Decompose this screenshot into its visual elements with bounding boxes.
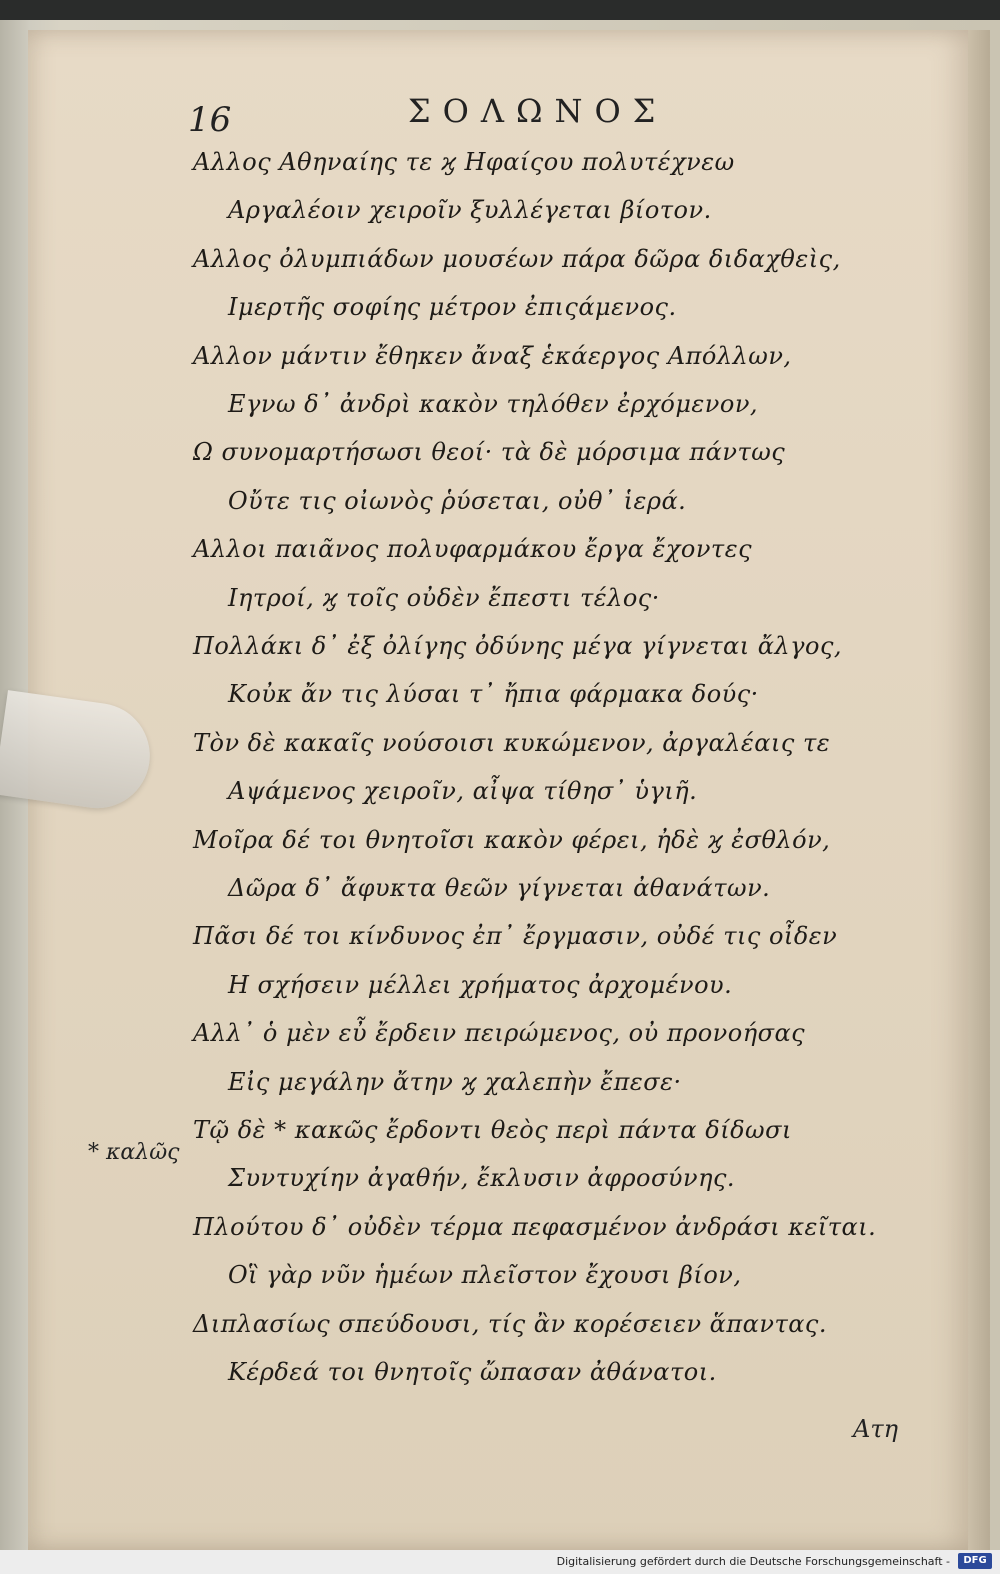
verse-line: Διπλασίως σπεύδουσι, τίς ἂν κορέσειεν ἅπαντας.: [193, 1309, 827, 1338]
verse-line: Πολλάκι δ᾽ ἐξ ὀλίγης ὀδύνης μέγα γίγνεται ἄλγος,: [193, 632, 843, 660]
verse-line: Ιμερτῆς σοφίης μέτρον ἐπιςάμενος.: [228, 293, 677, 322]
verse-line: Ιητροί, ϗ τοῖς οὐδὲν ἔπεστι τέλος·: [228, 583, 660, 612]
margin-note: * καλῶς: [88, 1140, 180, 1165]
verse-line: Συντυχίην ἀγαθήν, ἔκλυσιν ἀφροσύνης.: [228, 1164, 736, 1193]
verse-line: Αλλος Αθηναίης τε ϗ Ηφαίςου πολυτέχνεω: [193, 148, 735, 176]
verse-line: Οἳ γὰρ νῦν ἡμέων πλεῖστον ἔχουσι βίον,: [228, 1261, 742, 1290]
verse-line: Τὸν δὲ κακαῖς νούσοισι κυκώμενον, ἀργαλέαις τε: [193, 728, 831, 757]
verse-line: Πλούτου δ᾽ οὐδὲν τέρμα πεφασμένον ἀνδράσι κεῖται.: [193, 1212, 877, 1241]
verse-line: Κοὐκ ἄν τις λύσαι τ᾽ ἤπια φάρμακα δούς·: [228, 680, 759, 709]
verse-line: Αλλοι παιᾶνος πολυφαρμάκου ἔργα ἔχοντες: [193, 535, 753, 564]
verse-line: Δῶρα δ᾽ ἄφυκτα θεῶν γίγνεται ἀθανάτων.: [228, 874, 771, 902]
verse-line: Μοῖρα δέ τοι θνητοῖσι κακὸν φέρει, ἠδὲ ϗ ἐσθλόν,: [193, 825, 831, 854]
footer-credit: Digitalisierung gefördert durch die Deutsche Forschungsgemeinschaft -: [556, 1555, 950, 1568]
page-number: 16: [188, 100, 232, 140]
verse-line: Η σχήσειν μέλλει χρήματος ἀρχομένου.: [228, 970, 733, 999]
dfg-logo-icon: DFG: [958, 1553, 992, 1569]
verse-line: Αλλον μάντιν ἔθηκεν ἄναξ ἑκάεργος Απόλλων,: [193, 341, 792, 370]
verse-line: Πᾶσι δέ τοι κίνδυνος ἐπ᾽ ἔργμασιν, οὐδέ τις οἶδεν: [193, 922, 838, 951]
verse-line: Αργαλέοιν χειροῖν ξυλλέγεται βίοτον.: [228, 196, 712, 225]
verse-line: Αλλ᾽ ὁ μὲν εὖ ἔρδειν πειρώμενος, οὐ προνοήσας: [193, 1019, 806, 1048]
verse-line: Αλλος ὀλυμπιάδων μουσέων πάρα δῶρα διδαχθεὶς,: [193, 244, 841, 273]
verse-line: Αψάμενος χειροῖν, αἶψα τίθησ᾽ ὑγιῆ.: [228, 777, 698, 806]
verse-line: Οὔτε τις οἰωνὸς ῥύσεται, οὐθ᾽ ἱερά.: [228, 486, 687, 515]
verse-line: Ω συνομαρτήσωσι θεοί· τὰ δὲ μόρσιμα πάντως: [193, 438, 786, 467]
verse-line: Τῷ δὲ * κακῶς ἔρδοντι θεὸς περὶ πάντα δίδωσι: [193, 1116, 792, 1144]
page-edge: [968, 30, 990, 1550]
verse-line: Εἰς μεγάλην ἄτην ϗ χαλεπὴν ἔπεσε·: [228, 1067, 682, 1096]
verse-line: Κέρδεά τοι θνητοῖς ὤπασαν ἀθάνατοι.: [228, 1358, 717, 1386]
catchword: Ατη: [853, 1415, 898, 1443]
running-head: ΣΟΛΩΝΟΣ: [408, 92, 668, 130]
verse-line: Εγνω δ᾽ ἀνδρὶ κακὸν τηλόθεν ἐρχόμενον,: [228, 390, 759, 418]
book-page: [28, 30, 978, 1550]
